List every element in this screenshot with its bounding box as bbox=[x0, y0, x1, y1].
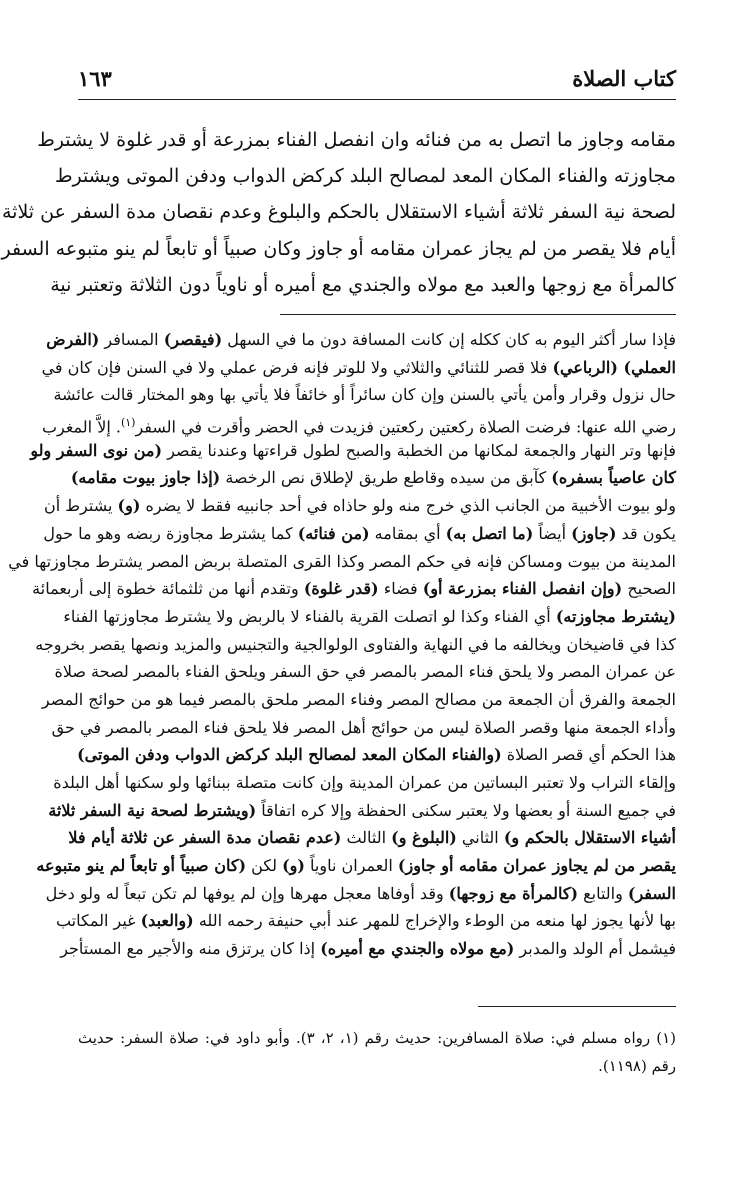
commentary-segment: كآبق من سيده وقاطع طريق لإطلاق نص الرخصة bbox=[220, 468, 552, 488]
commentary-segment: وأداء الجمعة منها وقصر الصلاة ليس من حوائج أهل المصر فلا يلحق فناء المصر بالمصر في حق bbox=[51, 717, 676, 737]
commentary-segment: إذا كان يرتزق منه والأجير مع المستأجر bbox=[60, 939, 321, 959]
matn-quote: أشياء الاستقلال بالحكم و) bbox=[503, 828, 676, 848]
commentary-segment: في جميع السنة أو بعضها ولا يعتبر سكنى الحفظة وإلا كره اتفاقاً bbox=[256, 800, 676, 820]
commentary-line bbox=[53, 381, 676, 409]
commentary-segment: الجمعة والفرق أن الجمعة من مصالح المصر وفناء المصر ملحق بالمصر فيما هو من حوائج المصر bbox=[41, 689, 676, 709]
footnote-marker: (١) bbox=[120, 416, 136, 430]
commentary-segment: أي بمقامه bbox=[369, 523, 446, 543]
commentary-segment: كما يشترط مجاوزة ربضه وهو ما حول bbox=[43, 523, 298, 543]
commentary-line bbox=[41, 686, 676, 714]
matn-quote: السفر) bbox=[627, 883, 676, 903]
commentary-line bbox=[35, 631, 676, 659]
commentary-line bbox=[54, 658, 676, 686]
footnote-line: رقم (١١٩٨). bbox=[598, 1057, 676, 1075]
matn-quote: (وإن انفصل الفناء بمزرعة أو) bbox=[422, 579, 623, 599]
commentary-segment: الثاني bbox=[456, 828, 504, 848]
commentary-segment: كذا في قاضيخان ويخالفه ما في النهاية والفتاوى الولوالجية والتجنيس والمزيد ونصها يقصر بخروجه bbox=[35, 634, 676, 654]
matn-quote: (ويشترط لصحة نية السفر ثلاثة bbox=[48, 800, 257, 820]
main-text-line: مجاوزته والفناء المكان المعد لمصالح البلد كركض الدواب ودفن الموتى ويشترط bbox=[54, 165, 676, 188]
page-header bbox=[78, 66, 676, 96]
matn-quote: (كان صبياً أو تابعاً لم ينو متبوعه bbox=[36, 856, 247, 876]
commentary-segment: حال نزول وقرار وأمن يأتي بالسنن وإن كان سائراً أو خائفاً فلا يأتي بها وهو المختار قالت عائشة bbox=[53, 385, 676, 405]
page-number: ١٦٣ bbox=[78, 66, 112, 91]
commentary-line bbox=[41, 354, 676, 382]
matn-quote: العملي) (الرباعي) bbox=[552, 357, 676, 377]
commentary-line bbox=[46, 326, 676, 354]
matn-quote: (و) bbox=[117, 496, 141, 516]
commentary-line bbox=[43, 520, 676, 548]
commentary-segment: غير المكاتب bbox=[55, 911, 141, 931]
matn-quote: (يشترط مجاوزته) bbox=[555, 606, 676, 626]
commentary-segment: يشترط أن bbox=[43, 496, 118, 516]
commentary-line bbox=[63, 603, 676, 631]
chapter-title: كتاب الصلاة bbox=[572, 66, 676, 91]
commentary-line bbox=[68, 824, 676, 852]
matn-quote: يقصر من لم يجاوز عمران مقامه أو جاوز) bbox=[397, 856, 676, 876]
commentary-line bbox=[32, 575, 676, 603]
commentary-segment: العمران ناوياً bbox=[304, 856, 398, 876]
footnote-line: (١) رواه مسلم في: صلاة المسافرين: حديث رقم (١، ٢، ٣). وأبو داود في: صلاة السفر: حديث bbox=[78, 1029, 677, 1047]
commentary-line bbox=[51, 714, 676, 742]
commentary-line bbox=[45, 880, 676, 908]
commentary-line bbox=[53, 769, 676, 797]
commentary-segment: الصحيح bbox=[622, 579, 676, 599]
matn-quote: (من نوى السفر ولو bbox=[30, 440, 163, 460]
main-text bbox=[1, 122, 676, 302]
commentary-segment: لكن bbox=[246, 856, 283, 876]
commentary-separator bbox=[280, 314, 676, 315]
commentary-segment: فضاء bbox=[378, 579, 423, 599]
commentary-segment: وقد أوفاها معجل مهرها وإن لم يوفها لم تكن تبعاً له ولو دخل bbox=[45, 883, 449, 903]
matn-quote: (والفناء المكان المعد لمصالح البلد كركض الدواب ودفن الموتى) bbox=[77, 745, 502, 765]
matn-quote: (كالمرأة مع زوجها) bbox=[448, 883, 579, 903]
commentary-segment: فإنها وتر النهار والجمعة لمكانها من الخطبة والصبح لطول قراءتها وعندنا يقصر bbox=[162, 440, 676, 460]
main-text-line: أيام فلا يقصر من لم يجاز عمران مقامه أو جاوز وكان صبياً أو تابعاً لم ينو متبوعه السفر bbox=[1, 237, 676, 260]
matn-quote: (البلوغ و) bbox=[391, 828, 457, 848]
commentary-line bbox=[48, 797, 676, 825]
matn-quote: (الفرض bbox=[46, 330, 100, 349]
commentary-text bbox=[8, 326, 676, 963]
matn-quote: (و) bbox=[282, 856, 305, 876]
commentary-line bbox=[30, 437, 676, 465]
commentary-line bbox=[43, 492, 676, 520]
commentary-segment: فإذا سار أكثر اليوم به كان ككله إن كانت المسافة دون ما في السهل bbox=[222, 330, 676, 349]
commentary-line bbox=[60, 935, 676, 963]
commentary-segment: والتابع bbox=[578, 883, 628, 903]
matn-quote: (ما اتصل به) bbox=[445, 523, 534, 543]
commentary-segment: الثالث bbox=[341, 828, 392, 848]
footnote bbox=[78, 1024, 676, 1080]
header-rule bbox=[78, 99, 676, 100]
commentary-segment: هذا الحكم أي قصر الصلاة bbox=[501, 745, 676, 765]
matn-quote: (والعبد) bbox=[140, 911, 194, 931]
commentary-segment: عن عمران المصر ولا يلحق فناء المصر بالمصر في حق السفر ويلحق الفناء بالمصر لصحة صلاة bbox=[54, 662, 676, 682]
commentary-line bbox=[55, 907, 676, 935]
commentary-segment: . إلاَّ المغرب bbox=[41, 417, 121, 437]
main-text-line: مقامه وجاوز ما اتصل به من فنائه وان انفصل الفناء بمزرعة أو قدر غلوة لا يشترط bbox=[37, 129, 676, 151]
commentary-segment: يكون قد bbox=[616, 523, 676, 543]
matn-quote: (عدم نقصان مدة السفر عن ثلاثة أيام فلا bbox=[68, 828, 342, 848]
commentary-line bbox=[36, 852, 676, 880]
matn-quote: كان عاصياً بسفره) bbox=[551, 468, 676, 488]
commentary-segment: بها لأنها يجوز لها منعه من الوطء والإخراج للمهر عند أبي حنيفة رحمه الله bbox=[193, 911, 676, 931]
commentary-line bbox=[70, 464, 676, 492]
commentary-line bbox=[41, 409, 676, 437]
commentary-segment: رضي الله عنها: فرضت الصلاة ركعتين ركعتين فزيدت في الحضر وأقرت في السفر bbox=[135, 417, 676, 437]
commentary-segment: المدينة من بيوت ومساكن فإنه في حكم المصر وكذا القرى المتصلة بربض المصر يشترط مجاوزتها في bbox=[8, 551, 676, 571]
main-text-line: كالمرأة مع زوجها والعبد مع مولاه والجندي مع أميره أو ناوياً دون الثلاثة وتعتبر نية bbox=[50, 273, 676, 296]
matn-quote: (مع مولاه والجندي مع أميره) bbox=[320, 939, 515, 959]
commentary-segment: أيضاً bbox=[533, 523, 572, 543]
main-text-line: لصحة نية السفر ثلاثة أشياء الاستقلال بالحكم والبلوغ وعدم نقصان مدة السفر عن ثلاثة bbox=[2, 201, 676, 224]
matn-quote: (إذا جاوز بيوت مقامه) bbox=[70, 468, 221, 488]
commentary-segment: المسافر bbox=[99, 330, 164, 349]
commentary-line bbox=[78, 741, 676, 769]
footnote-separator bbox=[478, 1006, 676, 1007]
commentary-line bbox=[8, 548, 676, 576]
commentary-segment: فيشمل أم الولد والمدبر bbox=[514, 939, 676, 959]
commentary-segment: وتقدم أنها من ثلثمائة خطوة إلى أربعمائة bbox=[32, 579, 304, 599]
commentary-segment: فلا قصر للثنائي والثلاثي ولا للوتر فإنه فرض عملي ولا في السنن فإن كان في bbox=[41, 357, 553, 377]
commentary-segment: أي الفناء وكذا لو اتصلت القرية بالفناء لا بالربض ولا يشترط مجاوزتها الفناء bbox=[63, 606, 556, 626]
matn-quote: (قدر غلوة) bbox=[303, 579, 379, 599]
matn-quote: (فيقصر) bbox=[163, 330, 223, 349]
commentary-segment: وإلقاء التراب ولا تعتبر البساتين من عمران المدينة وإن كانت متصلة ببنائها ولو سكنها أهل البلدة bbox=[53, 773, 676, 792]
commentary-segment: ولو بيوت الأخبية من الجانب الذي خرج منه ولو حاذاه في أحد جانبيه فقط لا يضره bbox=[140, 496, 676, 516]
matn-quote: (جاوز) bbox=[571, 523, 617, 543]
matn-quote: (من فنائه) bbox=[297, 523, 370, 543]
